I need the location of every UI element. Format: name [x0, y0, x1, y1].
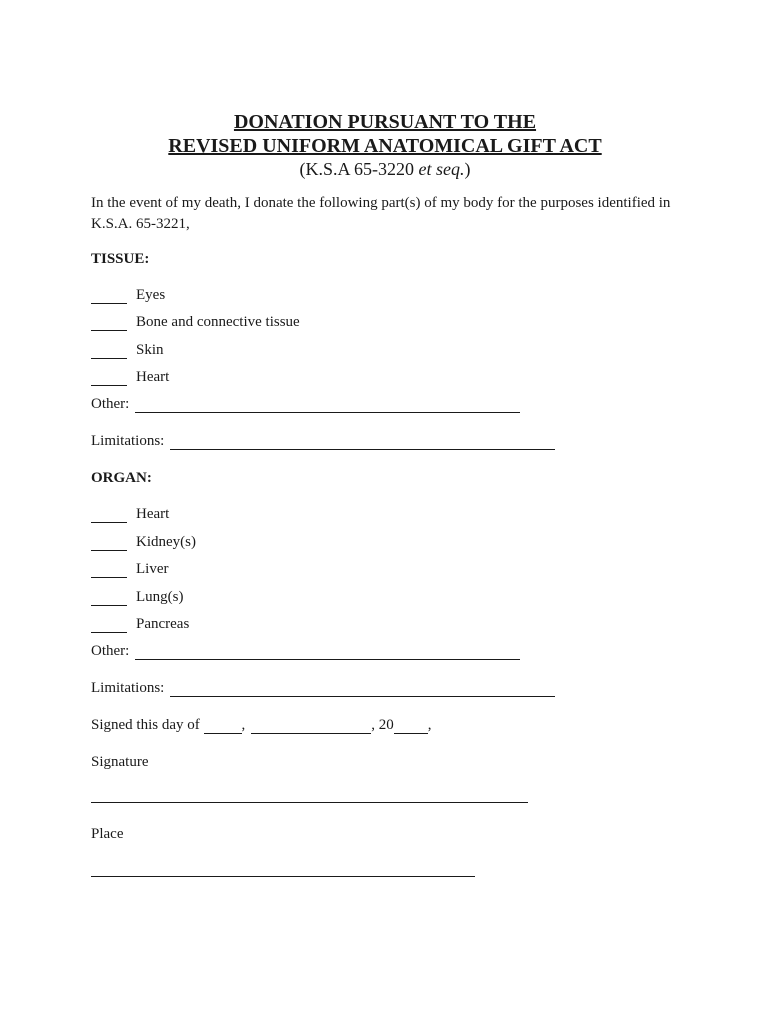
organ-item-label: Liver	[136, 561, 169, 577]
organ-item-label: Kidney(s)	[136, 534, 196, 550]
tissue-item	[91, 341, 164, 359]
tissue-other-field	[91, 395, 520, 413]
tissue-limitations-label: Limitations:	[91, 433, 165, 449]
tissue-item-label: Eyes	[136, 287, 166, 303]
signed-year-prefix: , 20	[371, 717, 394, 733]
year-input-line[interactable]	[394, 718, 428, 734]
organ-heading: ORGAN:	[91, 470, 152, 486]
tissue-other-input-line[interactable]	[135, 397, 520, 413]
organ-other-input-line[interactable]	[135, 644, 520, 660]
organ-checkbox-blank[interactable]	[91, 618, 127, 633]
tissue-checkbox-blank[interactable]	[91, 289, 127, 304]
organ-checkbox-blank[interactable]	[91, 591, 127, 606]
organ-item	[91, 533, 196, 551]
organ-item	[91, 588, 184, 606]
tissue-checkbox-blank[interactable]	[91, 371, 127, 386]
organ-limitations-label: Limitations:	[91, 680, 165, 696]
tissue-item	[91, 313, 300, 331]
tissue-item-label: Heart	[136, 369, 170, 385]
organ-item	[91, 560, 168, 578]
document-title-line2: REVISED UNIFORM ANATOMICAL GIFT ACT	[168, 135, 602, 157]
statute-citation	[0, 158, 770, 180]
citation-suffix: )	[464, 159, 471, 179]
month-input-line[interactable]	[251, 718, 371, 734]
tissue-item	[91, 286, 165, 304]
signed-comma: ,	[241, 717, 246, 733]
organ-other-label: Other:	[91, 643, 130, 659]
organ-item	[91, 505, 169, 523]
tissue-checkbox-blank[interactable]	[91, 316, 127, 331]
tissue-item-label: Bone and connective tissue	[136, 314, 300, 330]
signed-date-line	[91, 716, 432, 734]
tissue-checkbox-blank[interactable]	[91, 344, 127, 359]
intro-paragraph: In the event of my death, I donate the following part(s) of my body for the purposes identified in K.S.A. 65-3221,	[91, 195, 671, 232]
organ-checkbox-blank[interactable]	[91, 536, 127, 551]
organ-item-label: Heart	[136, 506, 170, 522]
citation-italic: et seq.	[418, 159, 465, 179]
organ-item-label: Pancreas	[136, 616, 190, 632]
day-input-line[interactable]	[204, 718, 242, 734]
organ-checkbox-blank[interactable]	[91, 508, 127, 523]
tissue-item-label: Skin	[136, 342, 164, 358]
organ-checkbox-blank[interactable]	[91, 563, 127, 578]
signature-label: Signature	[91, 754, 149, 770]
tissue-limitations-input-line[interactable]	[170, 434, 555, 450]
organ-limitations-field	[91, 679, 555, 697]
tissue-other-label: Other:	[91, 396, 130, 412]
organ-item	[91, 615, 189, 633]
tissue-heading: TISSUE:	[91, 251, 150, 267]
tissue-item	[91, 368, 169, 386]
organ-item-label: Lung(s)	[136, 589, 184, 605]
citation-prefix: (K.S.A 65-3220	[299, 159, 419, 179]
signed-comma-end: ,	[427, 717, 432, 733]
tissue-limitations-field	[91, 432, 555, 450]
place-input-line[interactable]	[91, 876, 475, 877]
place-label: Place	[91, 826, 124, 842]
organ-other-field	[91, 642, 520, 660]
signed-prefix: Signed this day of	[91, 717, 204, 733]
signature-input-line[interactable]	[91, 802, 528, 803]
organ-limitations-input-line[interactable]	[170, 681, 555, 697]
document-title-line1: DONATION PURSUANT TO THE	[233, 111, 537, 133]
